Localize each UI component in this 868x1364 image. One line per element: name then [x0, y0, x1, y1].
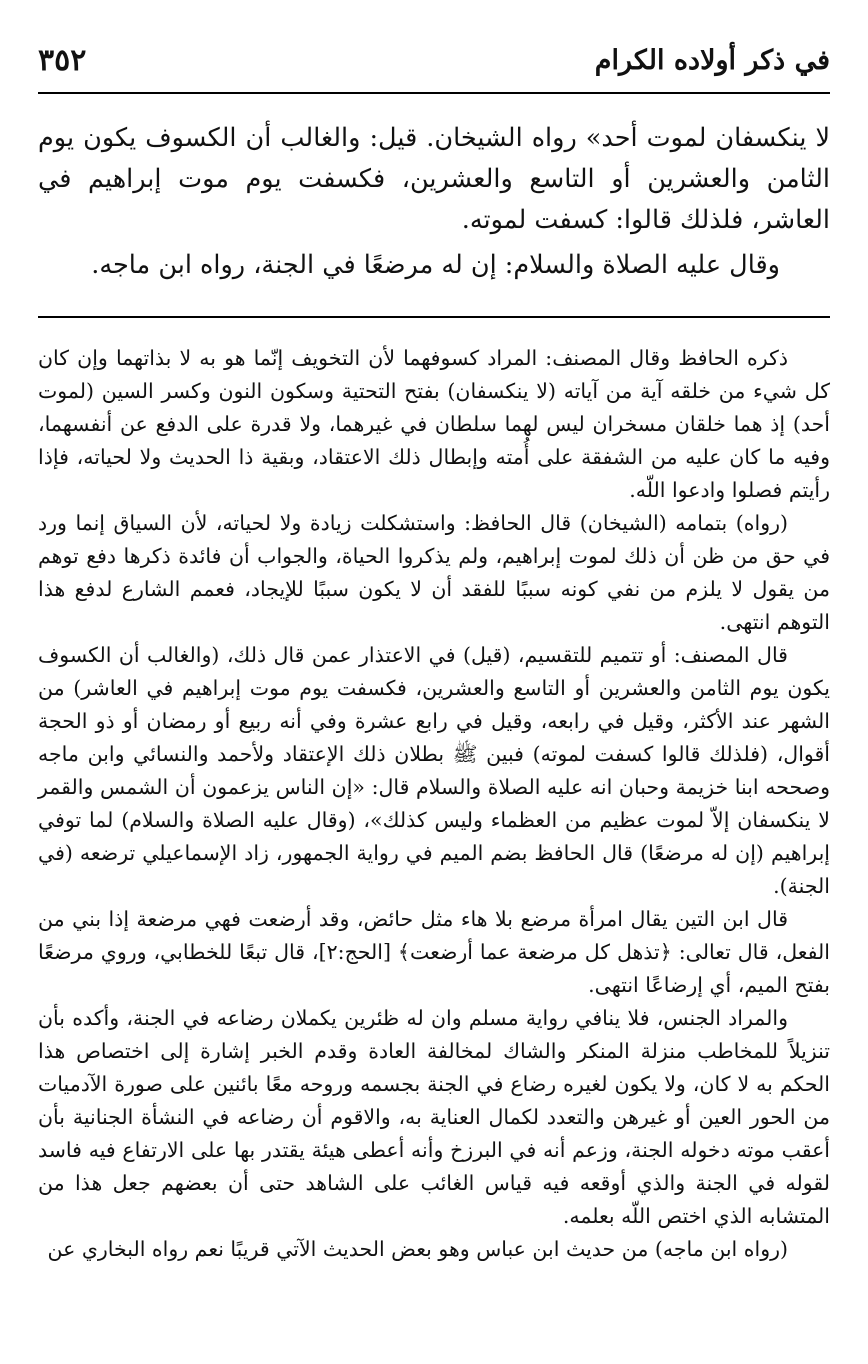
- commentary-paragraph: والمراد الجنس، فلا ينافي رواية مسلم وان له ظئرين يكملان رضاعه في الجنة، وأكده بأن تنزيلاً للمخاطب منزلة المنكر والشاك لمخالفة العادة وقدم الخبر إشارة إلى اختصاص هذا الحكم به لا كان، ولا يكون لغيره رضاع في الجنة بجسمه وروحه معًا بائنين على صورة الآدميات من الحور العين أو غيرهن والتعدد لكمال العناية به، والاقوم أن رضاعه في النشأة الجنانية بأن أعقب موته دخوله الجنة، وزعم أنه في البرزخ وأنه أعطى هيئة يقتدر بها على الارتفاع فيه فاسد لقوله في الجنة والذي أوقعه فيه قياس الغائب على الشاهد حتى أن بعضهم جعل هذا من المتشابه الذي اختص اللّه بعلمه.: [38, 1006, 830, 1228]
- commentary-paragraph: قال المصنف: أو تتميم للتقسيم، (قيل) في الاعتذار عمن قال ذلك، (والغالب أن الكسوف يكون يوم الثامن والعشرين أو التاسع والعشرين، فكسفت يوم موت إبراهيم في العاشر) من الشهر عند الأكثر، وقيل في رابعه، وقيل في رابع عشرة وفي أنه ربيع أو رمضان أو ذو الحجة أقوال، (فلذلك قالوا كسفت لموته) فبين ﷺ بطلان ذلك الإعتقاد ولأحمد والنسائي وابن ماجه وصححه ابنا خزيمة وحبان انه عليه الصلاة والسلام قال: «إن الناس يزعمون أن الشمس والقمر لا ينكسفان إلاّ لموت عظيم من العظماء وليس كذلك»، (وقال عليه الصلاة والسلام) لما توفي إبراهيم (إن له مرضعًا) قال الحافظ بضم الميم في رواية الجمهور، زاد الإسماعيلي ترضعه (في الجنة).: [38, 643, 830, 898]
- main-paragraph: لا ينكسفان لموت أحد» رواه الشيخان. قيل: والغالب أن الكسوف يكون يوم الثامن والعشرين أو التاسع والعشرين، فكسفت يوم موت إبراهيم في العاشر، فلذلك قالوا: كسفت لموته.: [38, 123, 830, 235]
- section-divider: [38, 316, 830, 318]
- header-rule: [38, 92, 830, 94]
- page-header: [38, 30, 830, 90]
- commentary-paragraph: (رواه) بتمامه (الشيخان) قال الحافظ: واستشكلت زيادة ولا لحياته، لأن السياق إنما ورد في حق من ظن أن ذلك لموت إبراهيم، ولم يذكروا الحياة، والجواب أن فائدة ذكرها دفع توهم من يقول لا يلزم من نفي كونه سببًا للفقد أن لا يكون سببًا للإيجاد، فعمم الشارع لدفع هذا التوهم انتهى.: [38, 511, 830, 634]
- running-title: في ذكر أولاده الكرام: [594, 44, 830, 76]
- main-paragraph: وقال عليه الصلاة والسلام: إن له مرضعًا في الجنة، رواه ابن ماجه.: [91, 250, 780, 280]
- commentary-paragraph: ذكره الحافظ وقال المصنف: المراد كسوفهما لأن التخويف إنّما هو به لا بذاتهما وإن كان كل شيء من خلقه آية من آياته (لا ينكسفان) بفتح التحتية وسكون النون وكسر السين (لموت أحد) إذ هما خلقان مسخران ليس لهما سلطان في غيرهما، ولا قدرة على الدفع عن أنفسهما، وفيه ما كان عليه من الشفقة على أُمته وإبطال ذلك الاعتقاد، وبقية ذا الحديث ولا لحياته، فإذا رأيتم فصلوا وادعوا اللّه.: [38, 346, 830, 502]
- commentary-text: [38, 342, 830, 1266]
- commentary-paragraph: (رواه ابن ماجه) من حديث ابن عباس وهو بعض الحديث الآتي قريبًا نعم رواه البخاري عن: [47, 1237, 788, 1261]
- page-number: ٣٥٢: [38, 42, 87, 78]
- main-text: [38, 118, 830, 286]
- commentary-paragraph: قال ابن التين يقال امرأة مرضع بلا هاء مثل حائض، وقد أرضعت فهي مرضعة إذا بني من الفعل، قال تعالى: ﴿تذهل كل مرضعة عما أرضعت﴾ [الحج:٢]، قال تبعًا للخطابي، وروي مرضعًا بفتح الميم، أي إرضاعًا انتهى.: [38, 907, 830, 997]
